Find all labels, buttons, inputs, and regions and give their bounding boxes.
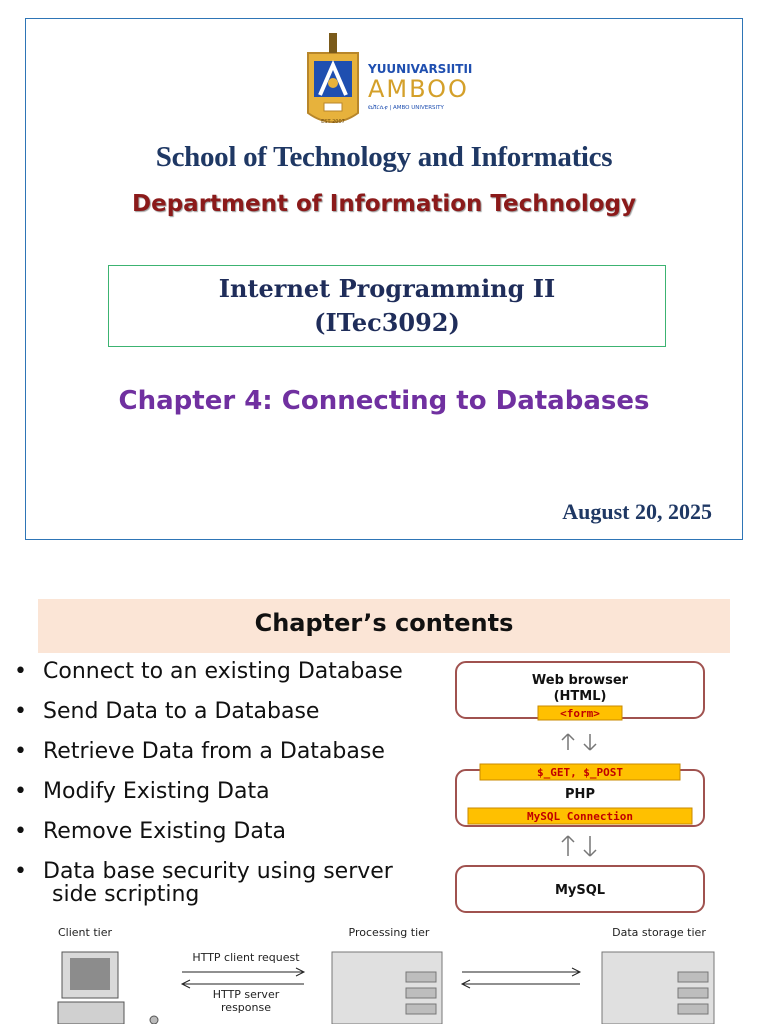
title-slide (25, 18, 743, 540)
browser-label-html: (HTML) (553, 689, 607, 704)
down-arrow-icon (584, 734, 596, 750)
client-computer-icon (58, 952, 158, 1024)
browser-label: Web browser (531, 673, 629, 688)
bullet-icon: • (14, 739, 27, 764)
processing-tier-label: Processing tier (348, 926, 430, 939)
response-label-2: response (221, 1001, 271, 1014)
request-label: HTTP client request (192, 951, 300, 964)
svg-text:ዩኒቨርሲቲ | AMBO UNIVERSITY: ዩኒቨርሲቲ | AMBO UNIVERSITY (368, 105, 444, 111)
mysql-connection-label: MySQL Connection (527, 810, 633, 823)
contents-header (38, 599, 730, 653)
php-label: PHP (565, 787, 595, 802)
down-arrow-icon (584, 836, 596, 856)
course-code: (ITec3092) (314, 308, 460, 337)
list-item: • Modify Existing Data (14, 772, 434, 812)
left-arrow-icon (182, 980, 304, 988)
course-title: Internet Programming II (218, 274, 556, 303)
get-post-label: $_GET, $_POST (536, 766, 624, 779)
bullet-icon: • (14, 699, 27, 724)
school-name: School of Technology and Informatics (155, 141, 613, 173)
storage-tier-label: Data storage tier (612, 926, 706, 939)
list-item: • Retrieve Data from a Database (14, 732, 434, 772)
form-tag-label: <form> (560, 707, 600, 720)
processing-server-icon (332, 952, 442, 1024)
university-logo (298, 27, 498, 139)
storage-server-icon (602, 952, 714, 1024)
department-name: Department of Information Technology (132, 191, 636, 217)
response-label: HTTP server (212, 988, 280, 1001)
svg-text:YUUNIVARSIITII: YUUNIVARSIITII (368, 62, 473, 76)
bullet-icon: • (14, 779, 27, 804)
bullet-icon: • (14, 819, 27, 844)
architecture-diagram (450, 658, 710, 918)
bullet-icon: • (14, 859, 27, 884)
up-arrow-icon (562, 734, 574, 750)
mysql-label: MySQL (554, 883, 606, 898)
three-tier-diagram (50, 922, 768, 1024)
list-item-continuation: side scripting (52, 882, 200, 907)
svg-text:EST 2007: EST 2007 (321, 119, 345, 125)
client-tier-label: Client tier (57, 926, 113, 939)
left-arrow-icon (462, 980, 580, 988)
right-arrow-icon (182, 968, 304, 976)
bullet-icon: • (14, 659, 27, 684)
list-item: • Data base security using server (14, 852, 434, 892)
svg-text:AMBOO: AMBOO (368, 75, 469, 103)
contents-title: Chapter’s contents (254, 609, 514, 637)
list-item: • Connect to an existing Database (14, 652, 434, 692)
course-box (108, 265, 666, 347)
chapter-title: Chapter 4: Connecting to Databases (118, 386, 650, 416)
slide-date: August 20, 2025 (562, 499, 712, 524)
list-item: • Remove Existing Data (14, 812, 434, 852)
up-arrow-icon (562, 836, 574, 856)
list-item: • Send Data to a Database (14, 692, 434, 732)
right-arrow-icon (462, 968, 580, 976)
contents-slide (0, 560, 768, 1024)
contents-list (14, 652, 434, 892)
